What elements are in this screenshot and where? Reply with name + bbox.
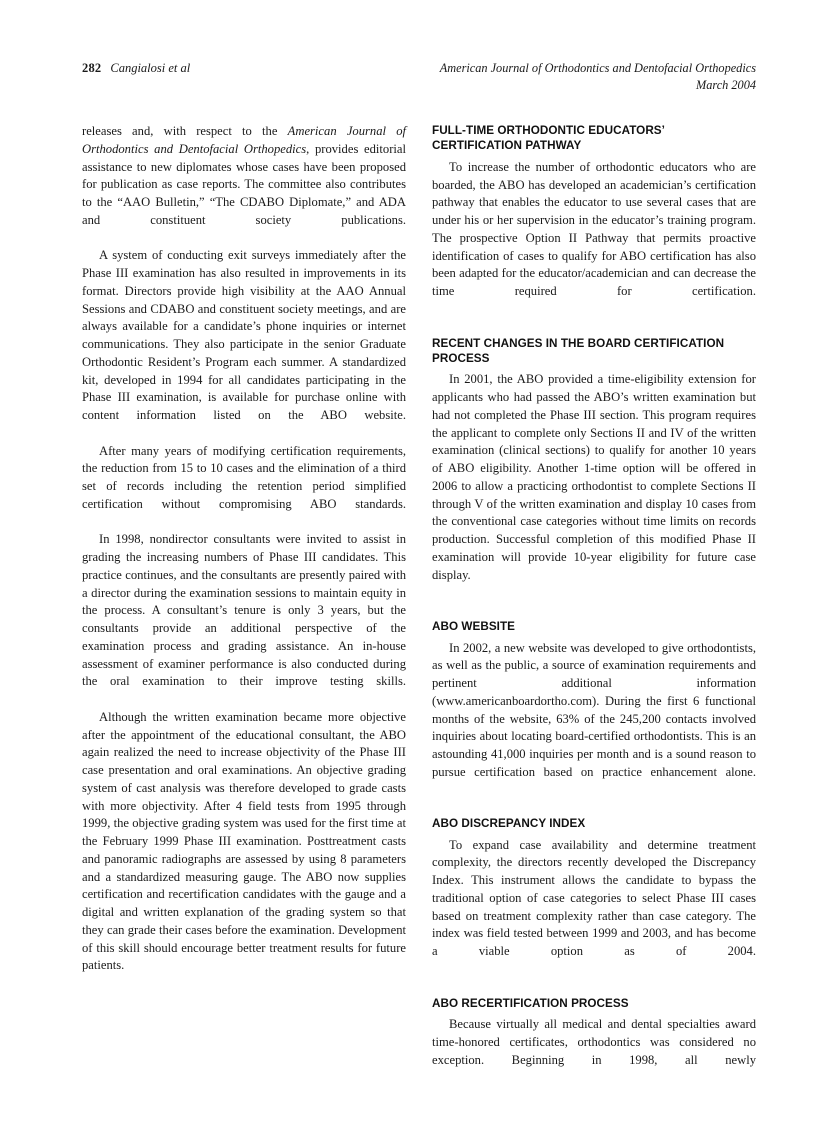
- running-head: [82, 60, 756, 93]
- text-run: To expand case availability and determine treatment complexity, the directors recently developed the Discrepancy Index. This instrument allows the candidate to bypass the traditional option of case categories to select Phase III cases based on treatment complexity rather than case category. The index was field tested between 1999 and 2003, and has become a viable option as of 2004.: [432, 837, 756, 959]
- page-number: 282: [82, 61, 102, 75]
- text-run: , provides editorial assistance to new diplomates whose cases have been proposed for publication as case reports. The committee also contributes to the “AAO Bulletin,” “The CDABO Diplomate,” and ADA and constituent society publications.: [82, 141, 406, 227]
- text-run: In 2001, the ABO provided a time-eligibility extension for applicants who had passed the ABO’s written examination but had not completed the Phase III section. This program requires the applicant to complete only Sections II and IV of the written examination (clinical sections) to qualify for another 10 years of ABO eligibility. Another 1-time option will be offered in 2006 to allow a practicing orthodontist to complete Sections II through V of the written examination and display 10 cases from the conventional case categories without time limits on records production. Successful completion of this modified Phase II examination will provide 10-year eligibility for future case display.: [432, 372, 756, 582]
- text-run: releases and, with respect to the: [82, 124, 288, 138]
- running-head-left: [82, 60, 190, 76]
- text-run: In 1998, nondirector consultants were invited to assist in grading the increasing numbers of Phase III candidates. This practice continues, and the consultants are presently paired with a director during the examination sessions to maintain equity in the process. A consultant’s tenure is only 3 years, but the consultants provide an additional perspective of the examination process and grading assistance. An in-house assessment of examiner performance is also conducted during the oral examination to their improve testing skills.: [82, 532, 406, 689]
- heading-educators-pathway: FULL-TIME ORTHODONTIC EDUCATORS’ CERTIFICATION PATHWAY: [432, 124, 665, 153]
- heading-abo-website: ABO WEBSITE: [432, 620, 516, 634]
- para-recent-changes: [432, 371, 756, 602]
- body-columns: [82, 123, 756, 1067]
- text-run: To increase the number of orthodontic educators who are boarded, the ABO has developed an academician’s certification pathway that enables the educator to use several cases that are under his or her supervision in the educator’s training program. The prospective Option II Pathway that permits proactive identification of cases to qualify for ABO certification has also been adapted for the educator/academician and can decrease the time required for certification.: [432, 159, 756, 299]
- text-run: After many years of modifying certification requirements, the reduction from 15 to 10 cases and the elimination of a third set of records including the retention period simplified certification without compromising ABO standards.: [82, 443, 406, 511]
- para-objective-grading: [82, 709, 406, 993]
- heading-discrepancy-index: ABO DISCREPANCY INDEX: [432, 817, 586, 831]
- column-right: [432, 123, 756, 1087]
- heading-recertification-process: ABO RECERTIFICATION PROCESS: [432, 996, 629, 1010]
- text-run: In 2002, a new website was developed to give orthodontists, as well as the public, a source of examination requirements and pertinent additional information (www.americanboardortho.com). During the first 6 functional months of the website, 63% of the 245,200 contacts involved inquiries about locating board-certified orthodontists. This is an astounding 41,000 inquiries per month and is a sound reason to pursue certification based on practice enhancement alone.: [432, 640, 756, 779]
- journal-title: American Journal of Orthodontics and Dentofacial Orthopedics: [439, 61, 756, 75]
- running-head-authors: Cangialosi et al: [110, 61, 191, 75]
- para-recertification-process: [432, 1016, 756, 1087]
- issue-date: March 2004: [696, 78, 756, 92]
- text-run: Because virtually all medical and dental specialties award time-honored certificates, orthodontics was considered no exception. Beginning in 1998, all newly: [432, 1017, 756, 1067]
- para-releases: [82, 123, 406, 247]
- para-nondirector-consultants: [82, 531, 406, 709]
- running-head-right: [440, 60, 756, 93]
- italic-title-run: American Journal of Orthodontics and Dentofacial Orthopedics: [82, 124, 407, 156]
- text-run: A system of conducting exit surveys immediately after the Phase III examination has also resulted in improvements in its format. Directors provide high visibility at the AAO Annual Sessions and CDABO and constituent society meetings, and are always available for a candidate’s phone inquiries or internet communications. They also participate in the senior Graduate Orthodontic Resident’s Program each summer. A standardized kit, developed in 1994 for all candidates participating in the Phase III examination, is available for purchase online with content information listed on the ABO website.: [82, 248, 406, 422]
- column-left: [82, 123, 406, 993]
- para-exit-surveys: [82, 247, 406, 442]
- para-discrepancy-index: [432, 837, 756, 979]
- para-modifying-requirements: [82, 443, 406, 532]
- text-run: Although the written examination became more objective after the appointment of the educational consultant, the ABO again realized the need to increase objectivity of the Phase III case presentation and oral examinations. An objective grading system of cast analysis was therefore developed to grade casts with more objectivity. After 4 field tests from 1995 through 1999, the objective grading system was used for the first time at the February 1999 Phase III examination. Posttreatment casts and panoramic radiographs are assessed by using 8 parameters and a standardized measuring gauge. The ABO now supplies certification and recertification candidates with the gauge and a digital and written explanation of the grading system so that they can grade their cases before the examination. Development of this skill should encourage better treatment results for future patients.: [82, 709, 406, 973]
- para-educators-pathway: [432, 159, 756, 319]
- para-abo-website: [432, 640, 756, 800]
- heading-recent-changes: RECENT CHANGES IN THE BOARD CERTIFICATION PROCESS: [432, 336, 725, 365]
